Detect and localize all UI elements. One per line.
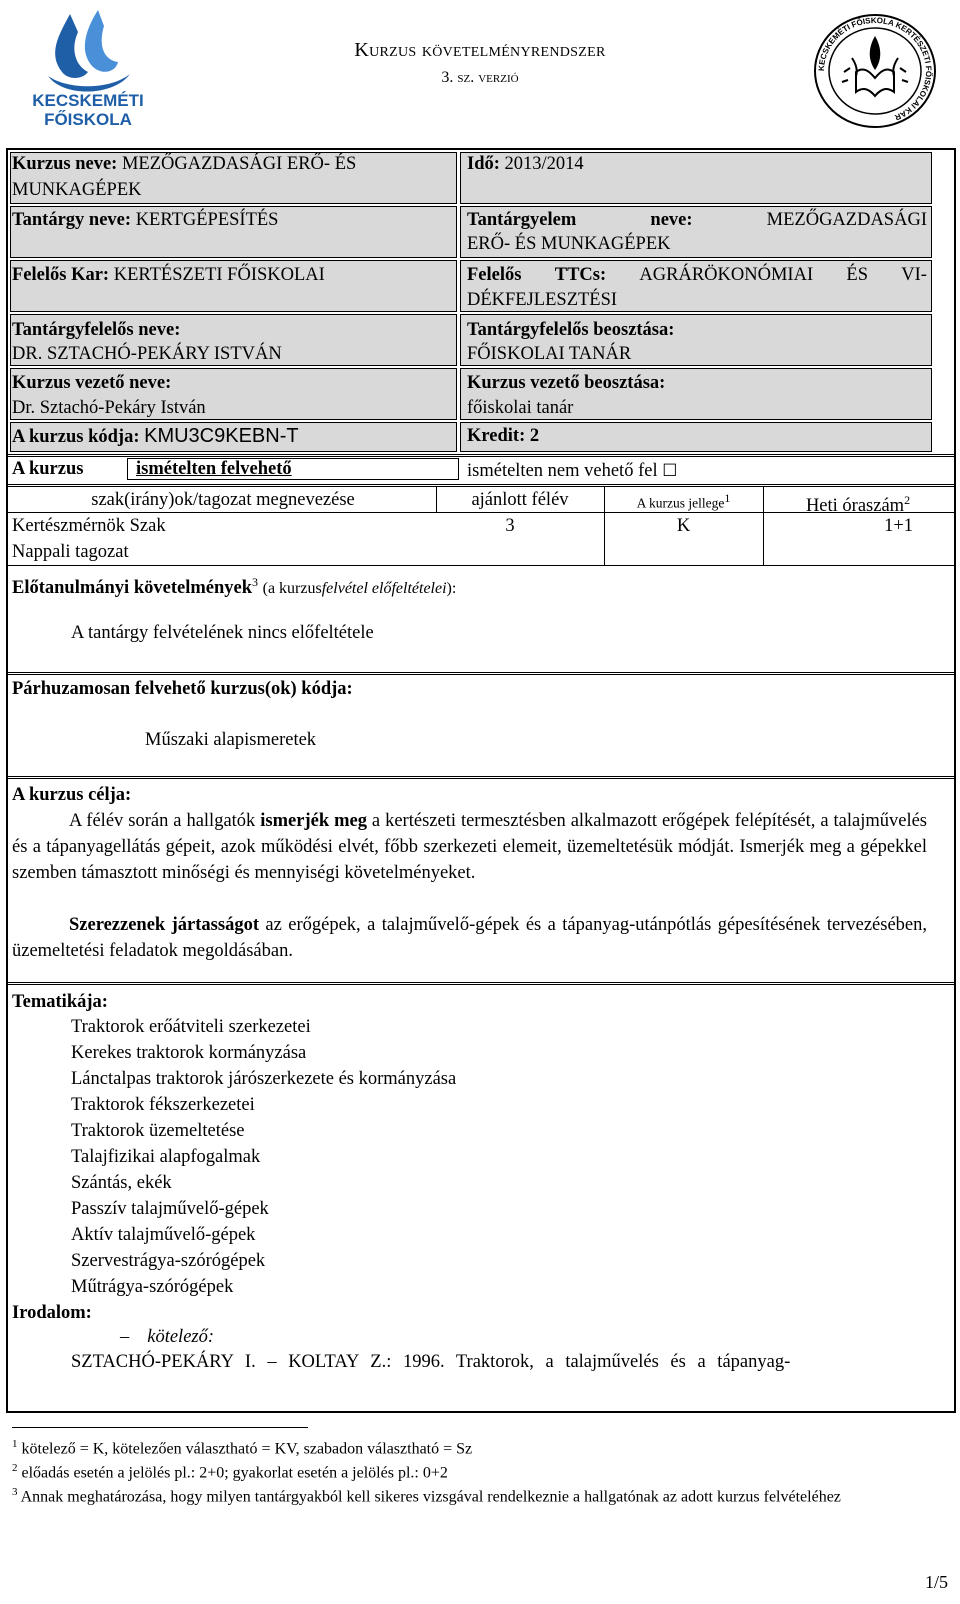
literature-reference: SZTACHÓ-PEKÁRY I. – KOLTAY Z.: 1996. Traktorok, a talajművelés és a tápanyag- (71, 1352, 791, 1372)
type-value: K (676, 516, 691, 536)
parallel-courses-value: Műszaki alapismeretek (145, 730, 317, 750)
responsible-position-label: Tantárgyfelelős beosztása: (467, 320, 675, 340)
document-version: 3. sz. verzió (441, 69, 519, 86)
course-goal-paragraph-1: A félév során a hallgatók ismerjék meg a kertészeti termesztésben alkalmazott erőgépek felépítését, a talajművelés és a tápanyagellátás gépeit, azok működési elvét, főbb szerkezeti elemeit, üzemeltetésük módját. Ismerjék meg a gépekkel szemben támasztott minőségi és mennyiségi követelményeket. (12, 811, 927, 883)
subject-element-field: Tantárgyelem neve: MEZŐGAZDASÁGI (467, 210, 927, 230)
faculty-seal (812, 12, 938, 130)
repeat-label: A kurzus (12, 459, 84, 479)
leader-position: főiskolai tanár (467, 398, 574, 418)
col-program: szak(irány)ok/tagozat megnevezése (91, 490, 355, 510)
checkbox-icon: ☐ (662, 461, 678, 481)
topic-item: Műtrágya-szórógépek (71, 1277, 234, 1297)
program-schedule: Nappali tagozat (12, 542, 129, 562)
topic-item: Kerekes traktorok kormányzása (71, 1043, 307, 1063)
responsible-position: FŐISKOLAI TANÁR (467, 344, 632, 364)
semester-value: 3 (505, 516, 515, 536)
repeatable-option: ismételten felvehető (136, 459, 292, 479)
logo-text-1: KECSKEMÉTI (32, 91, 144, 110)
topic-item: Szántás, ekék (71, 1173, 172, 1193)
department-field: Felelős TTCs: AGRÁRÖKONÓMIAI ÉS VI- (467, 265, 927, 285)
literature-mandatory: – kötelező: (120, 1327, 215, 1347)
footnote-separator (12, 1427, 308, 1428)
footnote-3: $^3$ Annak meghatározása, hogy milyen tantárgyakból kell sikeres vizsgával rendelkeznie a hallgatónak az adott kurzus felvételéhez (12, 1486, 841, 1506)
prerequisites-value: A tantárgy felvételének nincs előfeltétele (71, 623, 374, 643)
col-semester: ajánlott félév (471, 490, 569, 510)
col-type: A kurzus jellege$^1$ (636, 491, 731, 511)
course-goal-paragraph-2: Szerezzenek jártasságot az erőgépek, a talajművelő-gépek és a tápanyag-utánpótlás gépesítésének tervezésében, üzemeltetési feladatok megoldásában. (12, 915, 927, 961)
prerequisites-label: Előtanulmányi követelmények$^3$ (a kurzusfelvétel előfeltételei): (12, 575, 457, 599)
leader-position-label: Kurzus vezető beosztása: (467, 373, 666, 393)
not-repeatable-option: ismételten nem vehető fel ☐ (467, 461, 678, 481)
subject-element-line2: ERŐ- ÉS MUNKAGÉPEK (467, 234, 671, 254)
topic-item: Aktív talajművelő-gépek (71, 1225, 256, 1245)
faculty-field: Felelős Kar: KERTÉSZETI FŐISKOLAI (12, 265, 325, 285)
topic-item: Passzív talajművelő-gépek (71, 1199, 269, 1219)
department-line2: DÉKFEJLESZTÉSI (467, 290, 618, 310)
leader-name: Dr. Sztachó-Pekáry István (12, 398, 206, 418)
credit-field: Kredit: 2 (467, 426, 540, 446)
footnote-1: $^1$ kötelező = K, kötelezően választható = KV, szabadon választható = Sz (12, 1438, 473, 1458)
leader-label: Kurzus vezető neve: (12, 373, 172, 393)
topics-label: Tematikája: (12, 992, 108, 1012)
document-title: Kurzus követelményrendszer (354, 39, 606, 61)
col-hours: Heti óraszám$^2$ (805, 493, 911, 517)
responsible-name: DR. SZTACHÓ-PEKÁRY ISTVÁN (12, 344, 282, 364)
course-name-field: Kurzus neve: MEZŐGAZDASÁGI ERŐ- ÉS (12, 154, 357, 174)
topic-item: Lánctalpas traktorok járószerkezete és kormányzása (71, 1069, 457, 1089)
course-name-line2: MUNKAGÉPEK (12, 180, 142, 200)
responsible-label: Tantárgyfelelős neve: (12, 320, 181, 340)
topic-item: Szervestrágya-szórógépek (71, 1251, 266, 1271)
time-field: Idő: 2013/2014 (467, 154, 584, 174)
subject-field: Tantárgy neve: KERTGÉPESÍTÉS (12, 210, 279, 230)
literature-label: Irodalom: (12, 1303, 92, 1323)
topic-item: Talajfizikai alapfogalmak (71, 1147, 261, 1167)
parallel-courses-label: Párhuzamosan felvehető kurzus(ok) kódja: (12, 679, 353, 699)
page-number: 1/5 (924, 1572, 948, 1592)
course-code-field: A kurzus kódja: KMU3C9KEBN-T (12, 425, 299, 447)
program-name: Kertészmérnök Szak (12, 516, 166, 536)
course-goal-label: A kurzus célja: (12, 785, 132, 805)
logo-text-2: FŐISKOLA (44, 110, 132, 129)
topic-item: Traktorok üzemeltetése (71, 1121, 245, 1141)
seal-text: KECSKEMÉTI FŐISKOLA KERTÉSZETI FŐISKOLAI KAR (816, 15, 934, 122)
hours-value: 1+1 (884, 516, 913, 536)
topic-item: Traktorok erőátviteli szerkezetei (71, 1017, 311, 1037)
footnote-2: $^2$ előadás esetén a jelölés pl.: 2+0; gyakorlat esetén a jelölés pl.: 0+2 (12, 1462, 448, 1482)
topic-item: Traktorok fékszerkezetei (71, 1095, 255, 1115)
